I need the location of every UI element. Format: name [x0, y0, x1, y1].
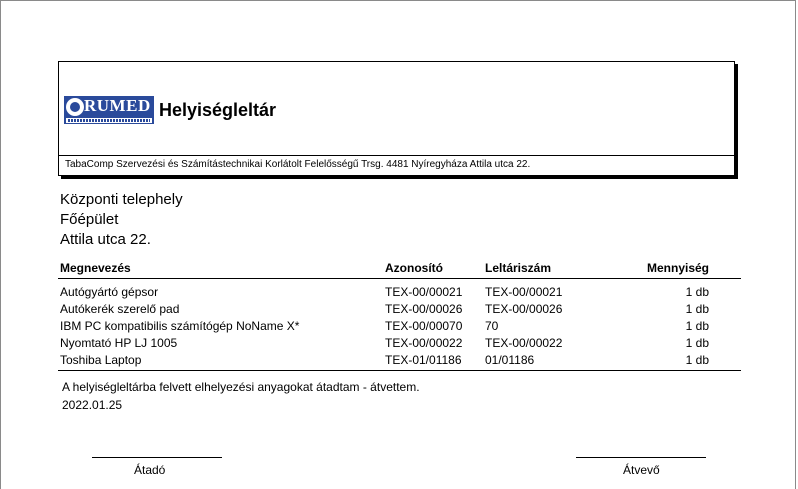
column-header-id: Azonosító — [385, 261, 443, 275]
cell-id: TEX-00/00021 — [385, 285, 463, 299]
table-body — [58, 279, 741, 371]
handover-statement — [62, 378, 420, 414]
report-header — [58, 61, 735, 176]
cell-id: TEX-00/00070 — [385, 319, 463, 333]
cell-quantity: 1 db — [685, 302, 709, 316]
table-row — [58, 318, 741, 335]
signature-label-from: Átadó — [134, 463, 166, 477]
cell-inventory-no: TEX-00/00021 — [485, 285, 563, 299]
cell-inventory-no: TEX-00/00022 — [485, 336, 563, 350]
cell-inventory-no: 01/01186 — [485, 353, 535, 367]
signature-line-to — [576, 457, 706, 458]
location-site: Központi telephely — [60, 191, 183, 208]
cell-name: IBM PC kompatibilis számítógép NoName X* — [60, 319, 300, 333]
inventory-table — [58, 258, 741, 371]
cell-quantity: 1 db — [685, 285, 709, 299]
cell-id: TEX-01/01186 — [385, 353, 462, 367]
cell-quantity: 1 db — [685, 336, 709, 350]
signature-line-from — [92, 457, 222, 458]
cell-name: Autógyártó gépsor — [60, 285, 159, 299]
table-row — [58, 284, 741, 301]
logo-subline — [66, 118, 152, 123]
table-row — [58, 335, 741, 352]
column-header-inventory-no: Leltáriszám — [485, 261, 552, 275]
signature-label-to: Átvevő — [623, 463, 660, 477]
table-row — [58, 301, 741, 318]
location-block — [60, 190, 183, 250]
column-header-quantity: Mennyiség — [646, 261, 709, 275]
logo-wordmark: RUMED — [84, 96, 151, 115]
cell-quantity: 1 db — [685, 319, 709, 333]
statement-date: 2022.01.25 — [62, 398, 123, 412]
cell-name: Nyomtató HP LJ 1005 — [60, 336, 178, 350]
cell-id: TEX-00/00026 — [385, 302, 463, 316]
column-header-name: Megnevezés — [60, 261, 131, 275]
cell-quantity: 1 db — [685, 353, 709, 367]
company-logo — [64, 96, 154, 124]
header-divider — [59, 155, 734, 156]
location-address: Attila utca 22. — [60, 231, 151, 248]
cell-name: Autókerék szerelő pad — [60, 302, 180, 316]
table-row — [58, 352, 741, 369]
document-title: Helyiségleltár — [159, 100, 277, 120]
statement-text: A helyiségleltárba felvett elhelyezési anyagokat átadtam - átvettem. — [62, 380, 420, 394]
logo-emblem-icon — [66, 98, 84, 116]
table-header — [58, 258, 741, 279]
cell-id: TEX-00/00022 — [385, 336, 463, 350]
location-building: Főépület — [60, 211, 119, 228]
cell-inventory-no: 70 — [485, 319, 499, 333]
company-info: TabaComp Szervezési és Számítástechnikai Korlátolt Felelősségű Trsg. 4481 Nyíregyháza Attila utca 22. — [65, 159, 531, 170]
cell-inventory-no: TEX-00/00026 — [485, 302, 563, 316]
cell-name: Toshiba Laptop — [60, 353, 142, 367]
